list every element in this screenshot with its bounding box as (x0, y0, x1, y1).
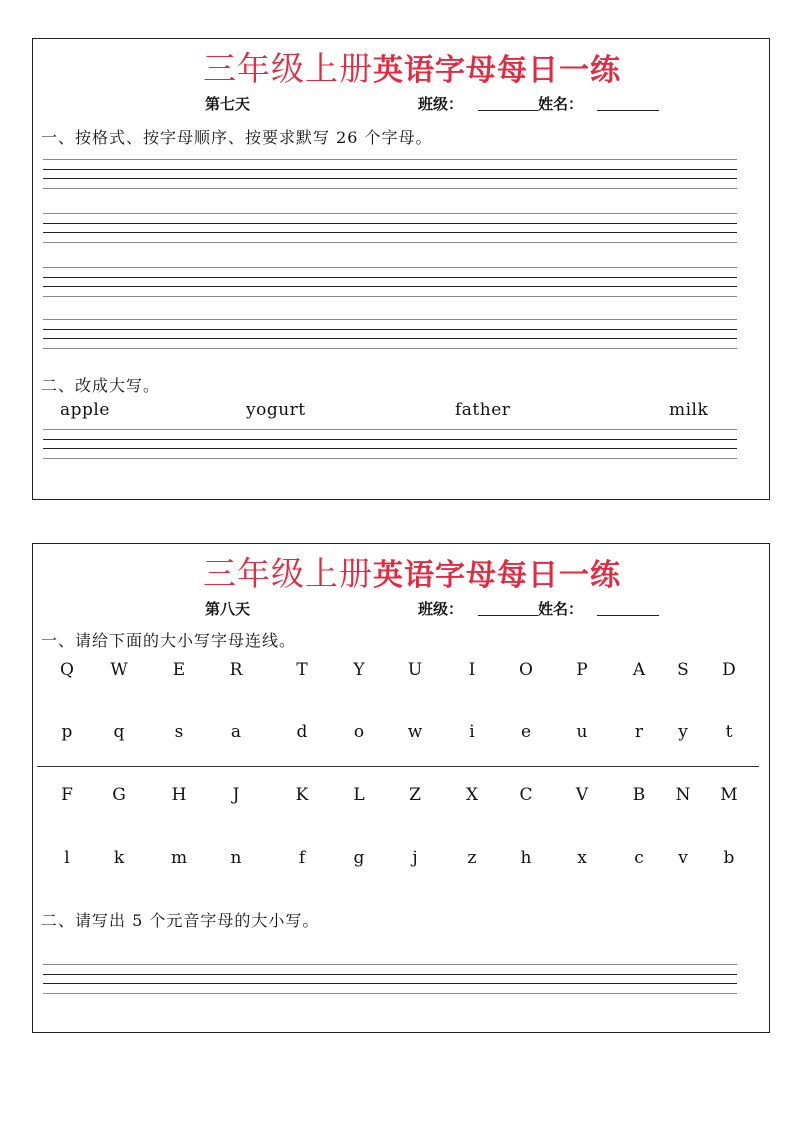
letter-item[interactable]: B (632, 785, 646, 805)
class-blank[interactable] (478, 615, 538, 616)
name-blank[interactable] (597, 110, 659, 111)
guide-line (43, 169, 737, 170)
guide-line (43, 429, 737, 430)
letter-item[interactable]: P (576, 660, 588, 680)
letter-item[interactable]: L (353, 785, 365, 805)
letter-item[interactable]: V (575, 785, 589, 805)
letter-item[interactable]: d (296, 722, 308, 742)
letter-item[interactable]: w (407, 722, 423, 742)
guide-line (43, 338, 737, 339)
letter-item[interactable]: i (469, 722, 475, 742)
instruction-write-alphabet: 一、按格式、按字母顺序、按要求默写 26 个字母。 (41, 128, 433, 147)
guide-line (43, 348, 737, 349)
guide-line (43, 286, 737, 287)
name-label: 姓名： (538, 95, 584, 113)
worksheet-title (203, 548, 621, 595)
letter-item[interactable]: U (407, 660, 423, 680)
guide-line (43, 964, 737, 965)
word-item: yogurt (246, 400, 306, 420)
letter-item[interactable]: s (174, 722, 184, 742)
letter-item[interactable]: Z (409, 785, 421, 805)
letter-item[interactable]: a (230, 722, 242, 742)
instruction-vowels: 二、请写出 5 个元音字母的大小写。 (41, 911, 320, 930)
section-divider (37, 766, 759, 767)
worksheet-day-8 (32, 543, 770, 1033)
guide-line (43, 983, 737, 984)
guide-line (43, 458, 737, 459)
letter-item[interactable]: o (353, 722, 365, 742)
day-label: 第八天 (205, 600, 251, 618)
guide-line (43, 319, 737, 320)
letter-row-upper-1 (33, 660, 769, 686)
title-grade: 三年级上册 (203, 554, 373, 593)
letter-item[interactable]: C (519, 785, 533, 805)
letter-item[interactable]: u (576, 722, 588, 742)
word-item: father (455, 400, 511, 420)
guide-line (43, 974, 737, 975)
guide-line (43, 329, 737, 330)
letter-item[interactable]: f (298, 848, 306, 868)
letter-item[interactable]: l (64, 848, 70, 868)
letter-item[interactable]: G (112, 785, 126, 805)
letter-item[interactable]: z (467, 848, 477, 868)
letter-item[interactable]: h (520, 848, 532, 868)
letter-item[interactable]: D (722, 660, 736, 680)
letter-item[interactable]: k (113, 848, 125, 868)
name-blank[interactable] (597, 615, 659, 616)
class-blank[interactable] (478, 110, 538, 111)
letter-item[interactable]: J (232, 785, 240, 805)
letter-item[interactable]: r (634, 722, 644, 742)
letter-item[interactable]: T (296, 660, 308, 680)
letter-item[interactable]: p (61, 722, 73, 742)
instruction-capitalize: 二、改成大写。 (41, 376, 161, 395)
letter-item[interactable]: v (678, 848, 688, 868)
letter-item[interactable]: M (720, 785, 738, 805)
instruction-match-letters: 一、请给下面的大小写字母连线。 (41, 631, 297, 650)
guide-line (43, 993, 737, 994)
header-row (33, 93, 769, 117)
guide-line (43, 223, 737, 224)
letter-item[interactable]: j (412, 848, 418, 868)
letter-item[interactable]: x (577, 848, 587, 868)
worksheet-day-7 (32, 38, 770, 500)
letter-row-lower-1 (33, 722, 769, 748)
title-grade: 三年级上册 (203, 49, 373, 88)
letter-item[interactable]: W (110, 660, 128, 680)
letter-item[interactable]: e (520, 722, 532, 742)
letter-item[interactable]: g (353, 848, 365, 868)
guide-line (43, 188, 737, 189)
letter-item[interactable]: S (677, 660, 689, 680)
letter-item[interactable]: t (725, 722, 733, 742)
letter-item[interactable]: N (675, 785, 691, 805)
letter-item[interactable]: X (465, 785, 479, 805)
guide-line (43, 439, 737, 440)
letter-item[interactable]: K (295, 785, 309, 805)
letter-item[interactable]: F (61, 785, 73, 805)
letter-item[interactable]: Q (60, 660, 74, 680)
letter-item[interactable]: I (468, 660, 476, 680)
title-subject: 英语字母每日一练 (373, 53, 621, 88)
guide-line (43, 277, 737, 278)
guide-line (43, 213, 737, 214)
class-label: 班级： (418, 600, 464, 618)
guide-line (43, 232, 737, 233)
letter-item[interactable]: n (230, 848, 242, 868)
letter-item[interactable]: H (171, 785, 187, 805)
guide-line (43, 296, 737, 297)
class-label: 班级： (418, 95, 464, 113)
title-subject: 英语字母每日一练 (373, 558, 621, 593)
letter-item[interactable]: E (172, 660, 186, 680)
letter-item[interactable]: m (170, 848, 188, 868)
letter-item[interactable]: c (634, 848, 644, 868)
guide-line (43, 267, 737, 268)
guide-line (43, 448, 737, 449)
guide-line (43, 178, 737, 179)
name-label: 姓名： (538, 600, 584, 618)
letter-row-upper-2 (33, 785, 769, 811)
letter-item[interactable]: R (229, 660, 243, 680)
letter-item[interactable]: A (632, 660, 646, 680)
letter-item[interactable]: O (519, 660, 533, 680)
header-row (33, 598, 769, 622)
guide-line (43, 159, 737, 160)
letter-item[interactable]: Y (353, 660, 365, 680)
word-item: milk (669, 400, 709, 420)
worksheet-title (203, 43, 621, 90)
letter-item[interactable]: y (678, 722, 688, 742)
word-item: apple (60, 400, 110, 420)
letter-item[interactable]: b (723, 848, 735, 868)
letter-item[interactable]: q (113, 722, 125, 742)
day-label: 第七天 (205, 95, 251, 113)
letter-row-lower-2 (33, 848, 769, 874)
guide-line (43, 242, 737, 243)
